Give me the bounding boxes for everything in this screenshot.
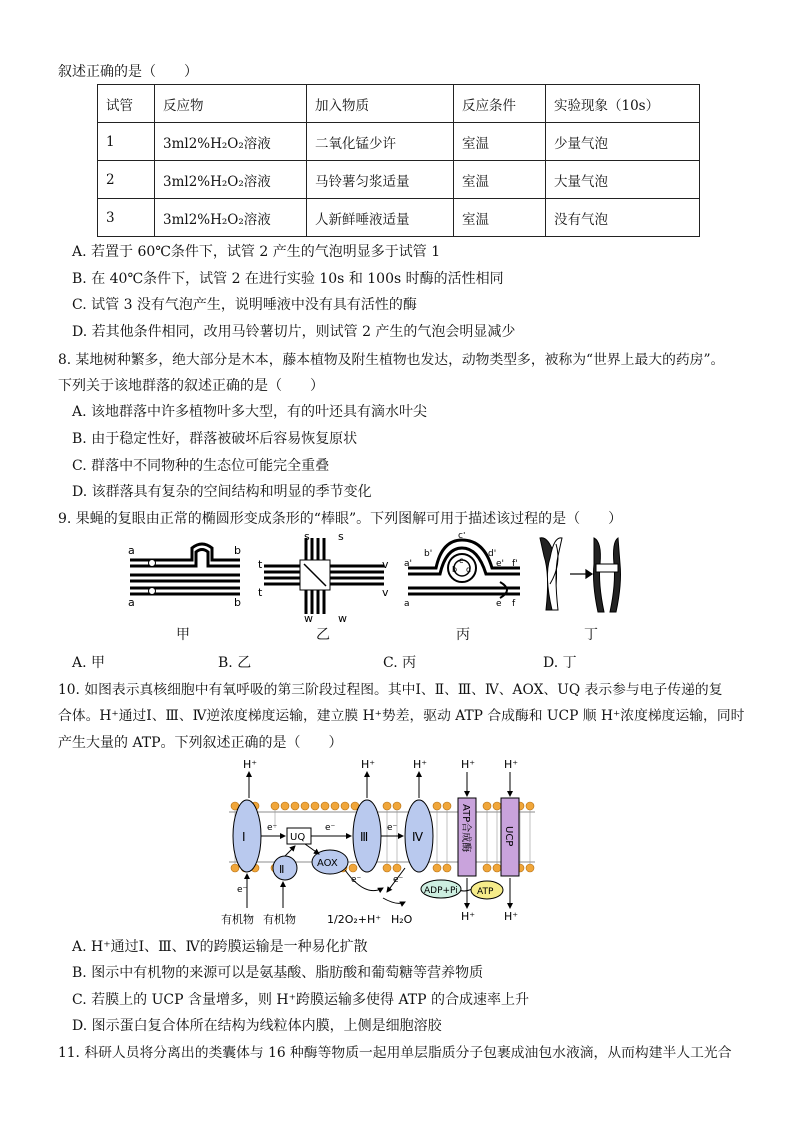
- figure-jia: [122, 540, 250, 610]
- q9-option-c[interactable]: C. 丙: [383, 655, 417, 671]
- table-cell: 3ml2%H₂O₂溶液: [155, 123, 307, 161]
- table-cell: 1: [98, 123, 155, 161]
- label-b: b: [452, 565, 458, 574]
- table-header-cell: 实验现象（10s）: [546, 85, 700, 123]
- uq-label: UQ: [290, 832, 306, 843]
- h-plus-bottom: H⁺: [461, 910, 476, 923]
- q8-stem-line2: 下列关于该地群落的叙述正确的是（ ）: [58, 378, 324, 394]
- h-plus-bottom: H⁺: [504, 910, 519, 923]
- h-plus-top: H⁺: [243, 758, 258, 771]
- label-f-prime: f': [512, 559, 518, 569]
- electron-label: e⁻: [351, 875, 362, 885]
- label-f: f: [512, 599, 516, 609]
- caption-ding: 丁: [584, 627, 598, 643]
- caption-yi: 乙: [316, 627, 330, 643]
- q10-stem-line3: 产生大量的 ATP。下列叙述正确的是（ ）: [58, 735, 343, 751]
- label-d-prime: d': [488, 549, 497, 559]
- oxygen-label: 1/2O₂+H⁺: [327, 913, 382, 926]
- complex-ii-label: Ⅱ: [279, 863, 285, 876]
- label-w: w: [338, 612, 347, 624]
- q8-option-d[interactable]: D. 该群落具有复杂的空间结构和明显的季节变化: [72, 484, 372, 500]
- electron-label: e⁻: [267, 823, 278, 833]
- table-header-row: [98, 85, 700, 123]
- figure-bing: [402, 532, 526, 618]
- q7-stem-tail: 叙述正确的是（ ）: [58, 64, 198, 80]
- table-header-cell: 反应物: [155, 85, 307, 123]
- label-e: e: [496, 599, 502, 609]
- label-d: d: [466, 565, 472, 574]
- water-label: H₂O: [391, 913, 413, 926]
- h-plus-top: H⁺: [361, 758, 376, 771]
- table-cell: 2: [98, 161, 155, 199]
- label-a: a: [128, 596, 135, 609]
- ucp-label: UCP: [503, 826, 514, 847]
- table-cell: 马铃薯匀浆适量: [307, 161, 454, 199]
- aox-label: AOX: [317, 858, 338, 869]
- label-a: a: [404, 599, 410, 609]
- table-row: [98, 123, 700, 161]
- label-a-prime: a': [404, 559, 412, 569]
- q10-stem-line2: 合体。H⁺通过Ⅰ、Ⅲ、Ⅳ逆浓度梯度运输，建立膜 H⁺势差，驱动 ATP 合成酶和 UCP 顺 H⁺浓度梯度运输，同时: [58, 708, 745, 724]
- label-s: s: [304, 532, 310, 543]
- table-header-cell: 试管: [98, 85, 155, 123]
- table-cell: 室温: [454, 199, 546, 237]
- q8-option-c[interactable]: C. 群落中不同物种的生态位可能完全重叠: [72, 458, 330, 474]
- h-plus-top: H⁺: [413, 758, 428, 771]
- q10-option-b[interactable]: B. 图示中有机物的来源可以是氨基酸、脂肪酸和葡萄糖等营养物质: [72, 965, 484, 981]
- h-plus-top: H⁺: [504, 758, 519, 771]
- label-v: v: [382, 558, 389, 571]
- caption-bing: 丙: [456, 627, 470, 643]
- label-c: c: [459, 556, 464, 565]
- h-plus-top: H⁺: [461, 758, 476, 771]
- q10-option-d[interactable]: D. 图示蛋白复合体所在结构为线粒体内膜，上侧是细胞溶胶: [72, 1018, 442, 1034]
- table-cell: 二氧化锰少许: [307, 123, 454, 161]
- organic-matter-1: 有机物: [221, 913, 254, 926]
- atp-synthase-label: ATP合成酶: [460, 804, 471, 853]
- caption-jia: 甲: [176, 627, 190, 643]
- q7-option-c[interactable]: C. 试管 3 没有气泡产生，说明唾液中没有具有活性的酶: [72, 297, 417, 313]
- complex-iv-label: Ⅳ: [412, 830, 424, 844]
- complex-i-label: Ⅰ: [242, 830, 246, 844]
- electron-label: e⁻: [393, 875, 404, 885]
- label-c-prime: c': [458, 532, 466, 541]
- label-w: w: [304, 612, 313, 624]
- label-a: a: [128, 544, 135, 557]
- q8-option-b[interactable]: B. 由于稳定性好，群落被破坏后容易恢复原状: [72, 431, 358, 447]
- electron-label: e⁻: [387, 823, 398, 833]
- respiration-diagram: [215, 758, 545, 930]
- electron-label: e⁻: [237, 885, 248, 895]
- table-header-cell: 加入物质: [307, 85, 454, 123]
- table-row: [98, 161, 700, 199]
- table-cell: 室温: [454, 161, 546, 199]
- table-cell: 3ml2%H₂O₂溶液: [155, 199, 307, 237]
- label-s: s: [338, 532, 344, 543]
- complex-iii-label: Ⅲ: [360, 830, 369, 844]
- table-cell: 没有气泡: [546, 199, 700, 237]
- label-b: b: [234, 596, 241, 609]
- table-cell: 3: [98, 199, 155, 237]
- q7-option-b[interactable]: B. 在 40℃条件下，试管 2 在进行实验 10s 和 100s 时酶的活性相同: [72, 271, 504, 287]
- label-b: b: [234, 544, 241, 557]
- label-b-prime: b': [424, 549, 433, 559]
- label-t: t: [258, 558, 263, 571]
- label-e-prime: e': [496, 559, 505, 569]
- table-cell: 人新鲜唾液适量: [307, 199, 454, 237]
- complex-ii: [273, 856, 297, 880]
- table-cell: 少量气泡: [546, 123, 700, 161]
- q10-option-c[interactable]: C. 若膜上的 UCP 含量增多，则 H⁺跨膜运输多使得 ATP 的合成速率上升: [72, 992, 529, 1008]
- table-row: [98, 199, 700, 237]
- figure-ding: [532, 534, 642, 616]
- q9-option-b[interactable]: B. 乙: [218, 655, 252, 671]
- electron-label: e⁻: [325, 823, 336, 833]
- q7-option-d[interactable]: D. 若其他条件相同，改用马铃薯切片，则试管 2 产生的气泡会明显减少: [72, 324, 516, 340]
- complex-i: [233, 800, 261, 872]
- q7-option-a[interactable]: A. 若置于 60℃条件下，试管 2 产生的气泡明显多于试管 1: [72, 244, 441, 260]
- table-cell: 室温: [454, 123, 546, 161]
- q10-option-a[interactable]: A. H⁺通过Ⅰ、Ⅲ、Ⅳ的跨膜运输是一种易化扩散: [72, 939, 368, 955]
- q7-table: [97, 84, 700, 237]
- q11-stem: 11. 科研人员将分离出的类囊体与 16 种酶等物质一起用单层脂质分子包裹成油包水液滴，从而构建半人工光合: [58, 1045, 732, 1061]
- q9-option-a[interactable]: A. 甲: [72, 655, 106, 671]
- table-header-cell: 反应条件: [454, 85, 546, 123]
- figure-yi: [254, 532, 394, 624]
- label-t: t: [258, 586, 263, 599]
- q10-stem-line1: 10. 如图表示真核细胞中有氧呼吸的第三阶段过程图。其中Ⅰ、Ⅱ、Ⅲ、Ⅳ、AOX、UQ 表示参与电子传递的复: [58, 682, 723, 698]
- q9-stem: 9. 果蝇的复眼由正常的椭圆形变成条形的“棒眼”。下列图解可用于描述该过程的是（ ）: [58, 511, 623, 527]
- table-cell: 大量气泡: [546, 161, 700, 199]
- table-cell: 3ml2%H₂O₂溶液: [155, 161, 307, 199]
- q8-stem-line1: 8. 某地树种繁多，绝大部分是木本，藤本植物及附生植物也发达，动物类型多，被称为“世界上最大的药房”。: [58, 352, 725, 368]
- atp-label: ATP: [477, 887, 494, 897]
- q9-option-d[interactable]: D. 丁: [543, 655, 577, 671]
- q8-option-a[interactable]: A. 该地群落中许多植物叶多大型，有的叶还具有滴水叶尖: [72, 404, 428, 420]
- adp-pi-label: ADP+Pi: [424, 886, 458, 896]
- organic-matter-2: 有机物: [263, 913, 296, 926]
- label-v: v: [382, 586, 389, 599]
